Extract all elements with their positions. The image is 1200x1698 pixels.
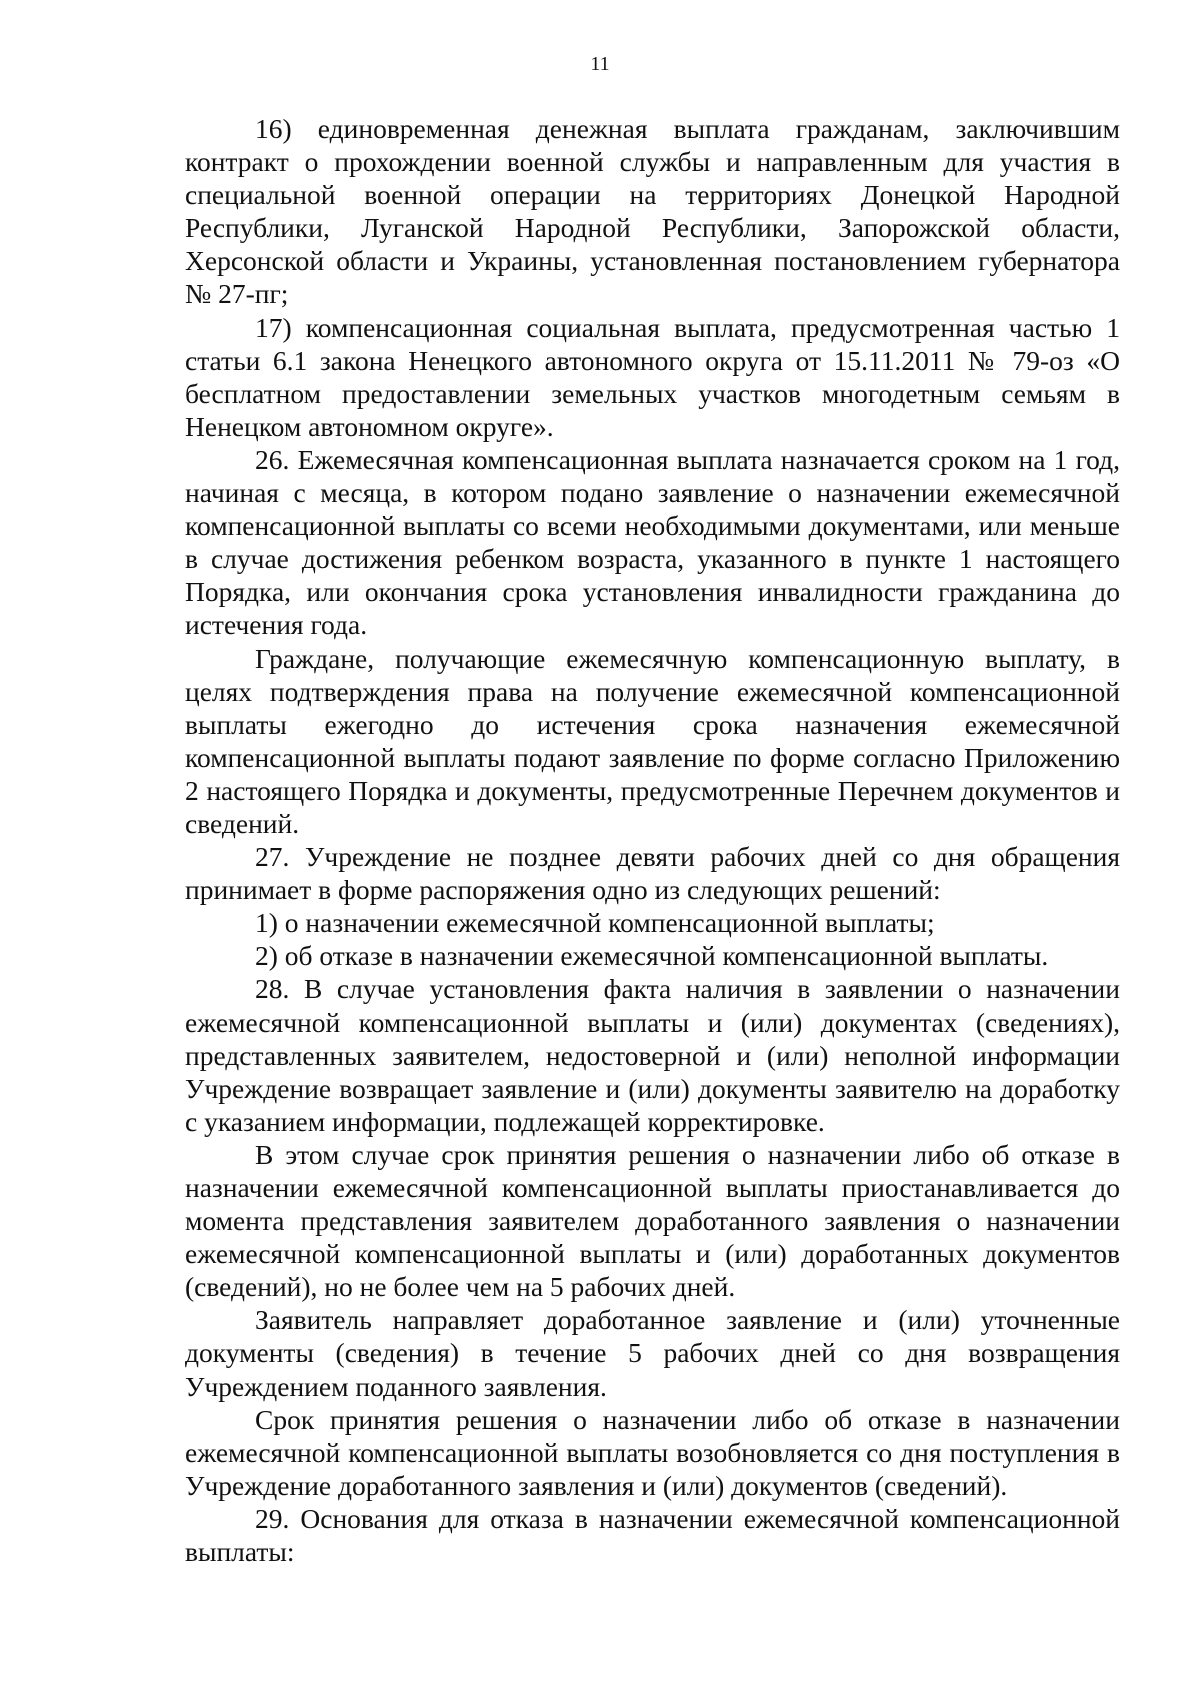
paragraph-clause-27: 27. Учреждение не позднее девяти рабочих дней со дня обращения принимает в форме распоряжения одно из следующих решений: [185, 841, 1120, 906]
paragraph-decision-2: 2) об отказе в назначении ежемесячной компенсационной выплаты. [255, 940, 1049, 972]
paragraph-item-16: 16) единовременная денежная выплата гражданам, заключившим контракт о прохождении военной службы и направленным для участия в специальной военной операции на территориях Донецкой Народной Республики, Луганской Народной Республики, Запорожской области, Херсонской области и Украины, установленная постановлением губернатора № 27-пг; [185, 113, 1120, 310]
paragraph-resubmission: Заявитель направляет доработанное заявление и (или) уточненные документы (сведения) в течение 5 рабочих дней со дня возвращения Учреждением поданного заявления. [185, 1304, 1120, 1402]
page-number: 11 [590, 53, 610, 75]
paragraph-clause-29: 29. Основания для отказа в назначении ежемесячной компенсационной выплаты: [185, 1502, 1120, 1568]
paragraph-clause-26: 26. Ежемесячная компенсационная выплата назначается сроком на 1 год, начиная с месяца, в котором подано заявление о назначении ежемесячной компенсационной выплаты со всеми необходимыми документами, или меньше в случае достижения ребенком возраста, указанного в пункте 1 настоящего Порядка, или окончания срока установления инвалидности гражданина до истечения года. [185, 443, 1120, 641]
paragraph-annual-confirmation: Граждане, получающие ежемесячную компенсационную выплату, в целях подтверждения права на получение ежемесячной компенсационной выплаты ежегодно до истечения срока назначения ежемесячной компенсационной выплаты подают заявление по форме согласно Приложению 2 настоящего Порядка и документы, предусмотренные Перечнем документов и сведений. [185, 642, 1120, 839]
document-body [185, 112, 1120, 1568]
paragraph-resumption: Срок принятия решения о назначении либо об отказе в назначении ежемесячной компенсационной выплаты возобновляется со дня поступления в Учреждение доработанного заявления и (или) документов (сведений). [185, 1403, 1120, 1501]
paragraph-decision-1: 1) о назначении ежемесячной компенсационной выплаты; [255, 907, 935, 939]
paragraph-clause-28: 28. В случае установления факта наличия в заявлении о назначении ежемесячной компенсационной выплаты и (или) документах (сведениях), представленных заявителем, недостоверной и (или) неполной информации Учреждение возвращает заявление и (или) документы заявителю на доработку с указанием информации, подлежащей корректировке. [185, 973, 1120, 1137]
paragraph-suspension: В этом случае срок принятия решения о назначении либо об отказе в назначении ежемесячной компенсационной выплаты приостанавливается до момента представления заявителем доработанного заявления о назначении ежемесячной компенсационной выплаты и (или) доработанных документов (сведений), но не более чем на 5 рабочих дней. [185, 1138, 1120, 1303]
paragraph-item-17: 17) компенсационная социальная выплата, предусмотренная частью 1 статьи 6.1 закона Ненецкого автономного округа от 15.11.2011 № 79-оз «О бесплатном предоставлении земельных участков многодетным семьям в Ненецком автономном округе». [185, 311, 1120, 442]
